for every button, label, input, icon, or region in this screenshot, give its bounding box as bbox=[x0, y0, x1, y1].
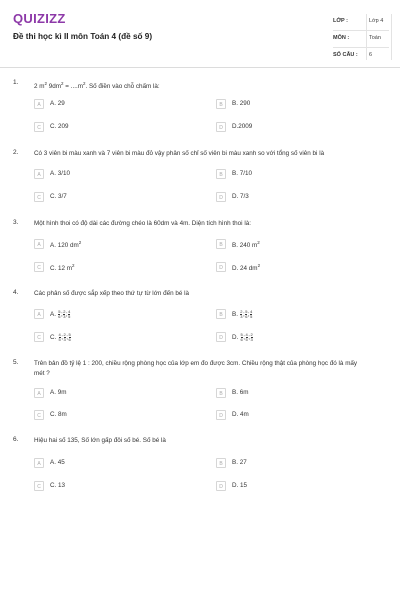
header-divider bbox=[0, 67, 400, 68]
option-text bbox=[232, 240, 260, 249]
question-number: 5. bbox=[13, 359, 19, 366]
option-letter-box: B bbox=[216, 388, 226, 398]
numerator: 4 bbox=[68, 309, 71, 314]
numerator: 2 bbox=[63, 332, 66, 337]
numerator: 2 bbox=[250, 332, 253, 337]
option-letter-box: B bbox=[216, 309, 226, 319]
option-letter-box: A bbox=[34, 239, 44, 249]
option-text: B. 6m bbox=[232, 389, 249, 396]
option-value: A. 120 dm bbox=[50, 242, 79, 250]
option-text: D.2009 bbox=[232, 123, 253, 130]
meta-label: SỐ CÂU : bbox=[333, 52, 358, 58]
option-letter-box: C bbox=[34, 262, 44, 272]
option-text: D. 15 bbox=[232, 482, 248, 489]
question-number: 2. bbox=[13, 149, 19, 156]
superscript: 2 bbox=[44, 81, 48, 86]
meta-label: MÔN : bbox=[333, 35, 350, 41]
numerator: 5 bbox=[245, 309, 248, 314]
numerator: 5 bbox=[58, 309, 61, 314]
option-text: B. 7/10 bbox=[232, 170, 252, 177]
meta-row-count bbox=[333, 48, 389, 64]
option-value: D. 24 dm bbox=[232, 265, 258, 273]
option-text: A. 9m bbox=[50, 389, 67, 396]
superscript: 2 bbox=[257, 240, 260, 245]
option-letter-box: A bbox=[34, 169, 44, 179]
option-letter-box: D bbox=[216, 410, 226, 420]
denominator: 5 bbox=[245, 337, 248, 342]
superscript: 2 bbox=[82, 81, 86, 86]
meta-row-subject bbox=[333, 31, 389, 48]
option-text bbox=[232, 310, 253, 319]
option-text: C. 209 bbox=[50, 123, 69, 130]
separator: ; bbox=[243, 334, 246, 342]
separator: ; bbox=[242, 311, 245, 319]
option-text bbox=[50, 240, 81, 249]
option-letter-box: D bbox=[216, 192, 226, 202]
question-number: 4. bbox=[13, 289, 19, 296]
superscript: 2 bbox=[78, 240, 82, 245]
separator: ; bbox=[248, 334, 251, 342]
option-prefix: B. bbox=[232, 311, 240, 319]
option-letter-box: C bbox=[34, 332, 44, 342]
quizizz-logo: QUIZIZZ bbox=[13, 11, 66, 26]
option-text bbox=[50, 263, 75, 272]
text-part: = ....m bbox=[63, 83, 83, 91]
option-text: D. 7/3 bbox=[232, 193, 249, 200]
question-text bbox=[34, 79, 369, 92]
question-number: 1. bbox=[13, 79, 19, 86]
option-letter-box: B bbox=[216, 99, 226, 109]
meta-value: Toán bbox=[369, 35, 381, 41]
option-letter-box: A bbox=[34, 309, 44, 319]
denominator: 6 bbox=[240, 337, 243, 342]
question-number: 6. bbox=[13, 436, 19, 443]
denominator: 3 bbox=[63, 337, 66, 342]
numerator: 5 bbox=[240, 332, 243, 337]
option-value: B. 240 m bbox=[232, 242, 258, 250]
option-letter-box: C bbox=[34, 481, 44, 491]
text-part: . Số điền vào chỗ chấm là: bbox=[85, 83, 160, 91]
fraction bbox=[69, 333, 71, 342]
separator: ; bbox=[61, 334, 64, 342]
denominator: 3 bbox=[63, 314, 66, 319]
question-text: Có 3 viên bi màu xanh và 7 viên bi màu đỏ vậy phân số chỉ số viên bi màu xanh so với tổng số viên bi là bbox=[34, 150, 325, 157]
meta-value: Lớp 4 bbox=[369, 18, 384, 24]
option-text bbox=[50, 333, 71, 342]
separator: ; bbox=[247, 311, 250, 319]
superscript: 2 bbox=[257, 263, 261, 268]
option-text: C. 13 bbox=[50, 482, 66, 489]
numerator: 4 bbox=[245, 332, 248, 337]
text-part: 9dm bbox=[47, 83, 62, 91]
option-letter-box: A bbox=[34, 388, 44, 398]
option-letter-box: D bbox=[216, 262, 226, 272]
option-text: B. 27 bbox=[232, 459, 247, 466]
denominator: 6 bbox=[58, 314, 61, 319]
page-title: Đề thi học kì II môn Toán 4 (đề số 9) bbox=[13, 32, 153, 41]
meta-label: LỚP : bbox=[333, 18, 348, 24]
numerator: 5 bbox=[68, 332, 71, 337]
numerator: 2 bbox=[240, 309, 243, 314]
question-text: Trên bản đồ tỷ lệ 1 : 200, chiều rộng phòng học của lớp em đo được 3cm. Chiều rộng thật của phòng học đó là mấy mét ? bbox=[34, 360, 358, 377]
option-letter-box: B bbox=[216, 169, 226, 179]
option-text bbox=[232, 263, 260, 272]
question-number: 3. bbox=[13, 219, 19, 226]
option-prefix: C. bbox=[50, 334, 59, 342]
option-prefix: A. bbox=[50, 311, 58, 319]
option-letter-box: C bbox=[34, 122, 44, 132]
meta-value: 6 bbox=[369, 52, 373, 58]
option-letter-box: C bbox=[34, 192, 44, 202]
denominator: 5 bbox=[58, 337, 61, 342]
denominator: 5 bbox=[68, 314, 71, 319]
option-letter-box: D bbox=[216, 332, 226, 342]
option-text: A. 3/10 bbox=[50, 170, 70, 177]
separator: ; bbox=[66, 334, 69, 342]
denominator: 6 bbox=[245, 314, 248, 319]
fraction bbox=[251, 333, 253, 342]
option-letter-box: A bbox=[34, 99, 44, 109]
question-text: Các phân số được sắp xếp theo thứ tự từ lớn đến bé là bbox=[34, 290, 189, 297]
separator: ; bbox=[65, 311, 68, 319]
option-text bbox=[232, 333, 253, 342]
superscript: 2 bbox=[61, 81, 64, 86]
option-text: D. 4m bbox=[232, 411, 249, 418]
option-letter-box: B bbox=[216, 458, 226, 468]
numerator: 4 bbox=[250, 309, 253, 314]
meta-row-class bbox=[333, 14, 389, 31]
text-part: 2 m bbox=[34, 83, 45, 91]
question-text: Một hình thoi có độ dài các đường chéo là 60dm và 4m. Diện tích hình thoi là: bbox=[34, 220, 251, 227]
separator: ; bbox=[60, 311, 63, 319]
option-text: A. 29 bbox=[50, 100, 65, 107]
option-text: C. 8m bbox=[50, 411, 67, 418]
denominator: 3 bbox=[250, 337, 253, 342]
option-letter-box: D bbox=[216, 122, 226, 132]
option-text: C. 3/7 bbox=[50, 193, 67, 200]
option-text bbox=[50, 310, 71, 319]
option-text: A. 45 bbox=[50, 459, 65, 466]
option-letter-box: A bbox=[34, 458, 44, 468]
option-prefix: D. bbox=[232, 334, 241, 342]
numerator: 2 bbox=[63, 309, 66, 314]
denominator: 3 bbox=[240, 314, 243, 319]
denominator: 6 bbox=[68, 337, 71, 342]
denominator: 5 bbox=[250, 314, 253, 319]
option-letter-box: D bbox=[216, 481, 226, 491]
option-value: C. 12 m bbox=[50, 265, 73, 273]
superscript: 2 bbox=[72, 263, 75, 268]
numerator: 4 bbox=[58, 332, 61, 337]
meta-panel bbox=[333, 14, 389, 64]
option-text: B. 290 bbox=[232, 100, 251, 107]
option-letter-box: B bbox=[216, 239, 226, 249]
option-letter-box: C bbox=[34, 410, 44, 420]
fraction bbox=[247, 309, 253, 319]
fraction bbox=[65, 309, 71, 319]
question-text: Hiệu hai số 135, Số lớn gấp đôi số bé. Số bé là bbox=[34, 437, 166, 444]
